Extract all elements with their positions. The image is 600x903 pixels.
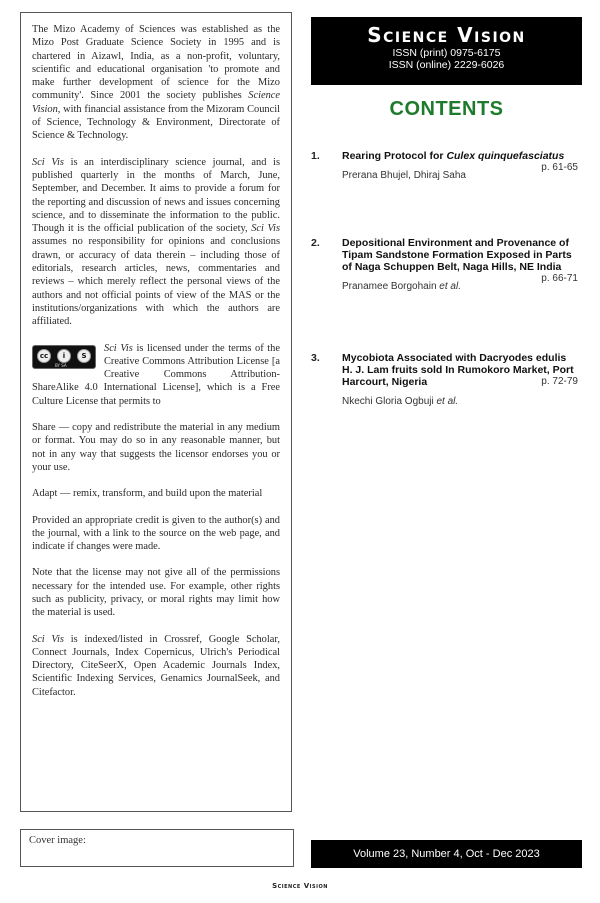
license-note: Note that the license may not give all of the permissions necessary for the intended use. For example, other rights such as publicity, privacy, or moral rights may limit how the material is used.: [32, 567, 280, 619]
cc-badge-label: BY SA: [55, 362, 67, 368]
volume-bar: Volume 23, Number 4, Oct - Dec 2023: [311, 840, 582, 868]
journal-header: [311, 17, 582, 85]
cover-image-box: [20, 829, 294, 867]
about-paragraph: The Mizo Academy of Sciences was established as the Mizo Post Graduate Science Society in 1995 and is chartered in Aizawl, India, as a non-profit, voluntary, scientific and educational organisation 'to promote and make further development of science for the Mizo community'. Since 2001 the society publishes Science Vision, with financial assistance from the Mizoram Council of Science, Technology & Environment, Directorate of Science & Technology.: [32, 24, 280, 142]
entry-number: 3.: [311, 352, 320, 364]
cc-icon: cc: [37, 349, 51, 363]
entry-authors: Prerana Bhujel, Dhiraj Saha: [342, 170, 466, 181]
creative-commons-icon: [32, 345, 96, 369]
journal-description: Sci Vis is an interdisciplinary science journal, and is published quarterly in the months of March, June, September, and December. It aims to provide a forum for the reporting and discussion of news and issues concerning science, and to disseminate the information to the public. Though it is the official publication of the society, Sci Vis assumes no responsibility for opinions and conclusions drawn, or accuracy of data therein – including those of editorials, research articles, news, commentaries and reviews – which merely reflect the personal views of the authors and not official points of view of the MAS or the institutions/organizations with which the authors are affiliated.: [32, 156, 280, 328]
entry-title[interactable]: Mycobiota Associated with Dacryodes edulis H. J. Lam fruits sold In Rumokoro Market, Port Harcourt, Nigeria p. 72-79: [342, 352, 578, 388]
about-panel: [20, 12, 292, 812]
issn-online: ISSN (online) 2229-6026: [388, 59, 505, 71]
share-clause: Share — copy and redistribute the material in any medium or format. You may do so in any reasonable manner, but not in any way that suggests the licensor endorses you or your use.: [32, 422, 280, 473]
contents-entry-1[interactable]: [311, 150, 583, 181]
entry-pages: p. 72-79: [541, 376, 578, 387]
contents-entry-2[interactable]: [311, 237, 583, 292]
attribution-icon: i: [57, 349, 71, 363]
license-block: cc i S BY SA Sci Vis is licensed under the terms of the Creative Commons Attribution License [a Creative Commons Attribution-ShareAlike 4.0 International License], which is a Free Culture License that permits to: [32, 342, 280, 407]
contents-entry-3[interactable]: [311, 352, 583, 407]
entry-number: 2.: [311, 237, 320, 249]
indexing-info: Sci Vis is indexed/listed in Crossref, Google Scholar, Connect Journals, Index Copernicus, Ulrich's Periodical Directory, CiteSeerX, Open Academic Journals Index, Scientific Indexing Services, Genamics JournalSeek, and Citefactor.: [32, 633, 280, 698]
cover-image-label: Cover image:: [29, 835, 86, 846]
adapt-clause: Adapt — remix, transform, and build upon the material: [32, 488, 263, 500]
entry-title[interactable]: Depositional Environment and Provenance of Tipam Sandstone Formation Exposed in Parts of Naga Schuppen Belt, Naga Hills, NE India p. 66-71: [342, 237, 578, 284]
issn-print: ISSN (print) 0975-6175: [392, 47, 501, 59]
share-alike-icon: S: [77, 349, 91, 363]
entry-authors: Pranamee Borgohain et al.: [342, 281, 461, 292]
entry-pages: p. 66-71: [541, 273, 578, 284]
entry-pages: p. 61-65: [541, 162, 578, 173]
credit-clause: Provided an appropriate credit is given to the author(s) and the journal, with a link to the source on the web page, and indicate if changes were made.: [32, 514, 280, 553]
entry-title[interactable]: Rearing Protocol for Culex quinquefasciatus p. 61-65: [342, 150, 578, 173]
footer-brand: Science Vision: [272, 882, 328, 890]
entry-authors: Nkechi Gloria Ogbuji et al.: [342, 396, 459, 407]
journal-title: Science Vision: [367, 23, 526, 47]
license-text: is licensed under the terms of the Creative Commons Attribution License [a Creative Commons Attribution-ShareAlike 4.0 International License], which is a Free Culture License that permits to: [32, 342, 280, 407]
contents-heading: CONTENTS: [389, 98, 504, 120]
entry-number: 1.: [311, 150, 320, 162]
